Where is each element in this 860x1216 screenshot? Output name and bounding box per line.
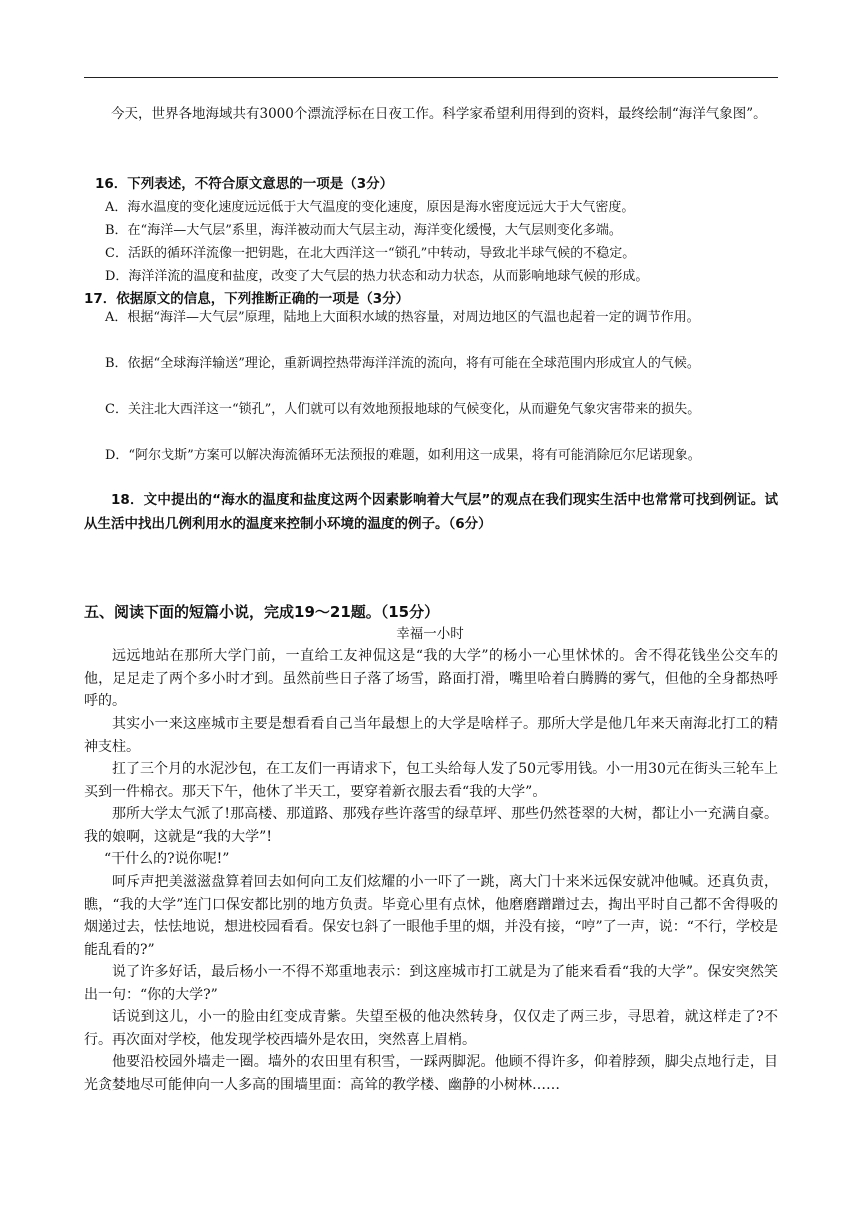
story-paragraph-5: “干什么的?说你呢!” (104, 851, 230, 867)
question-17-option-b: B．依据“全球海洋输送”理论，重新调控热带海洋洋流的流向，将有可能在全球范围内形成宜人的气候。 (105, 356, 700, 371)
question-16-option-a: A．海水温度的变化速度远远低于大气温度的变化速度，原因是海水密度远远大于大气密度。 (105, 200, 635, 215)
section-5-heading: 五、阅读下面的短篇小说，完成19～21题。（15分） (84, 603, 440, 621)
question-17-stem: 17．依据原文的信息，下列推断正确的一项是（3分） (84, 291, 410, 307)
story-paragraph-3: 扛了三个月的水泥沙包，在工友们一再请求下，包工头给每人发了50元零用钱。小一用30元在街头三轮车上买到一件棉衣。那天下午，他休了半天工，要穿着新衣服去看“我的大学”。 (84, 761, 778, 800)
story-title: 幸福一小时 (396, 626, 464, 642)
story-paragraph-1: 远远地站在那所大学门前，一直给工友神侃这是“我的大学”的杨小一心里怵怵的。舍不得花钱坐公交车的他，足足走了两个多小时才到。虽然前些日子落了场雪，路面打滑，嘴里哈着白腾腾的雾气，但他的全身都热呼呼的。 (84, 648, 778, 709)
story-paragraph-8: 话说到这儿，小一的脸由红变成青紫。失望至极的他决然转身，仅仅走了两三步，寻思着，就这样走了?不行。再次面对学校，他发现学校西墙外是农田，突然喜上眉梢。 (84, 1009, 778, 1048)
question-17-option-d: D．“阿尔戈斯”方案可以解决海流循环无法预报的难题，如利用这一成果，将有可能消除厄尔尼诺现象。 (105, 448, 701, 463)
question-17-option-a: A．根据“海洋—大气层”原理，陆地上大面积水域的热容量，对周边地区的气温也起着一定的调节作用。 (105, 310, 700, 325)
question-16-option-b: B．在“海洋—大气层”系里，海洋被动而大气层主动，海洋变化缓慢，大气层则变化多端。 (105, 223, 622, 238)
question-18: 18．文中提出的“海水的温度和盐度这两个因素影响着大气层”的观点在我们现实生活中也常常可找到例证。试从生活中找出几例利用水的温度来控制小环境的温度的例子。（6分） (84, 492, 778, 532)
story-paragraph-9: 他要沿校园外墙走一圈。墙外的农田里有积雪，一踩两脚泥。他顾不得许多，仰着脖颈，脚尖点地行走，目光贪婪地尽可能伸向一人多高的围墙里面：高耸的教学楼、幽静的小树林…… (84, 1054, 778, 1093)
story-paragraph-4: 那所大学太气派了!那高楼、那道路、那残存些许落雪的绿草坪、那些仍然苍翠的大树，都让小一充满自豪。我的娘啊，这就是“我的大学”! (84, 806, 778, 845)
question-17-option-c: C．关注北大西洋这一“锁孔”，人们就可以有效地预报地球的气候变化，从而避免气象灾害带来的损失。 (105, 402, 701, 417)
story-paragraph-6: 呵斥声把美滋滋盘算着回去如何向工友们炫耀的小一吓了一跳，离大门十来米远保安就冲他喊。还真负责，瞧，“我的大学”连门口保安都比别的地方负责。毕竟心里有点怵，他磨磨蹭蹭过去，掏出平时自己都不舍得吸的烟递过去，怯怯地说，想进校园看看。保安乜斜了一眼他手里的烟，并没有接，“哼”了一声，说：“不行，学校是能乱看的?” (84, 874, 778, 958)
header-rule (84, 77, 778, 78)
question-16-stem: 16．下列表述，不符合原文意思的一项是（3分） (95, 176, 394, 192)
question-16-option-d: D．海洋洋流的温度和盐度，改变了大气层的热力状态和动力状态，从而影响地球气候的形成。 (105, 269, 649, 284)
story-paragraph-2: 其实小一来这座城市主要是想看看自己当年最想上的大学是啥样子。那所大学是他几年来天南海北打工的精神支柱。 (84, 716, 778, 755)
intro-paragraph: 今天，世界各地海域共有3000个漂流浮标在日夜工作。科学家希望利用得到的资料，最终绘制“海洋气象图”。 (111, 106, 767, 122)
story-paragraph-7: 说了许多好话，最后杨小一不得不郑重地表示：到这座城市打工就是为了能来看看“我的大学”。保安突然笑出一句：“你的大学?” (84, 964, 778, 1003)
question-16-option-c: C．活跃的循环洋流像一把钥匙，在北大西洋这一“锁孔”中转动，导致北半球气候的不稳定。 (105, 246, 636, 261)
